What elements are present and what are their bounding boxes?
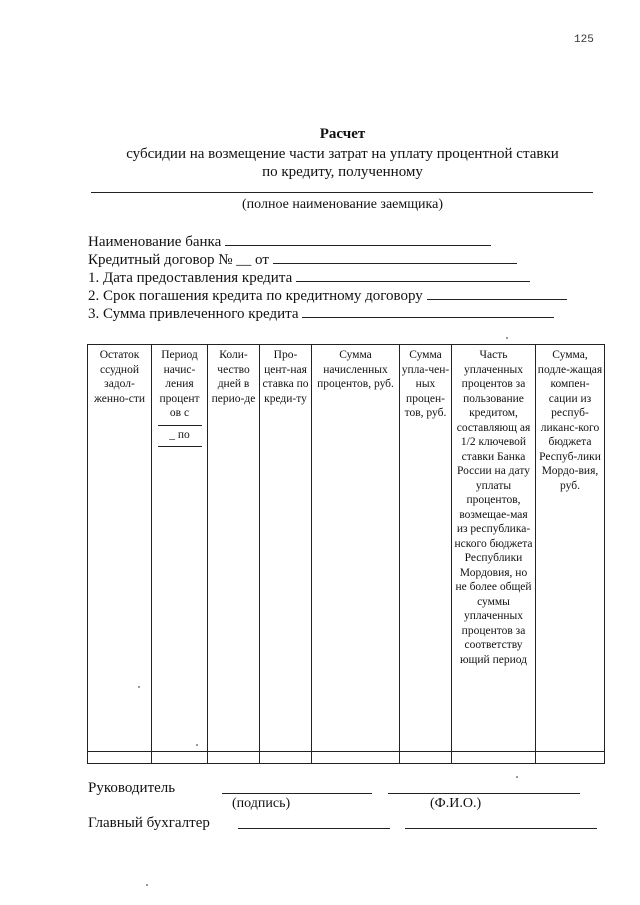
col-loan-balance: Остаток ссудной задол-женно-сти bbox=[88, 345, 152, 752]
item2-label: 2. Срок погашения кредита по кредитному договору bbox=[88, 288, 423, 304]
borrower-name-line bbox=[91, 192, 593, 193]
contract-label: Кредитный договор № __ от bbox=[88, 252, 269, 268]
col-accrued-interest: Сумма начисленных процентов, руб. bbox=[312, 345, 400, 752]
item3-label: 3. Сумма привлеченного кредита bbox=[88, 306, 299, 322]
contract-input-line bbox=[273, 250, 517, 264]
period-from-line bbox=[158, 425, 202, 426]
table-header-row bbox=[88, 345, 605, 752]
bank-label: Наименование банка bbox=[88, 234, 222, 250]
scan-speck bbox=[146, 884, 148, 886]
col-interest-rate: Про-цент-ная ставка по креди-ту bbox=[260, 345, 312, 752]
accrual-period-label: Период начис-ления процент ов с bbox=[159, 349, 200, 419]
name-caption: (Ф.И.О.) bbox=[430, 796, 482, 811]
col-reimbursed-part: Часть уплаченных процентов за пользование кредитом, составляющ ая 1/2 ключевой ставки Банка России на дату уплаты процентов, возмещае-мая из республика-нского бюджета Республики Мордовия, но не более общей суммы уплаченных процентов за соответству ющий период bbox=[452, 345, 536, 752]
table-cell bbox=[536, 752, 605, 764]
item1-row bbox=[88, 268, 530, 287]
accountant-name-line bbox=[405, 828, 597, 829]
table-cell bbox=[452, 752, 536, 764]
accrual-period-to: _ по bbox=[169, 428, 190, 441]
document-title: Расчет bbox=[319, 126, 366, 142]
head-signature-line bbox=[222, 793, 372, 794]
table-cell bbox=[88, 752, 152, 764]
head-signature-label: Руководитель bbox=[88, 780, 176, 796]
table-cell bbox=[260, 752, 312, 764]
scan-speck bbox=[138, 686, 140, 688]
signature-caption: (подпись) bbox=[232, 796, 291, 811]
accountant-signature-line bbox=[238, 828, 390, 829]
document-subtitle-line2: по кредиту, полученному bbox=[262, 164, 423, 180]
item3-row bbox=[88, 304, 554, 323]
table-cell bbox=[152, 752, 208, 764]
table-cell bbox=[208, 752, 260, 764]
table-cell bbox=[312, 752, 400, 764]
scan-speck bbox=[516, 776, 518, 778]
document-subtitle-line1: субсидии на возмещение части затрат на уплату процентной ставки bbox=[126, 146, 559, 162]
period-to-line bbox=[158, 446, 202, 447]
scan-speck bbox=[196, 744, 198, 746]
head-name-line bbox=[388, 793, 580, 794]
col-days-count: Коли-чество дней в перио-де bbox=[208, 345, 260, 752]
item2-row bbox=[88, 286, 567, 305]
col-accrual-period bbox=[152, 345, 208, 752]
accountant-signature-label: Главный бухгалтер bbox=[88, 815, 210, 831]
table-cell bbox=[400, 752, 452, 764]
scan-speck bbox=[506, 337, 508, 339]
item1-label: 1. Дата предоставления кредита bbox=[88, 270, 293, 286]
bank-field-row bbox=[88, 232, 491, 251]
col-compensation-amount: Сумма, подле-жащая компен-сации из респуб-ликанс-кого бюджета Респуб-лики Мордо-вия, руб. bbox=[536, 345, 605, 752]
page-number: 125 bbox=[574, 34, 594, 46]
borrower-caption: (полное наименование заемщика) bbox=[242, 197, 443, 212]
item3-input-line bbox=[302, 304, 554, 318]
table-empty-row bbox=[88, 752, 605, 764]
contract-field-row bbox=[88, 250, 517, 269]
bank-input-line bbox=[225, 232, 491, 246]
item1-input-line bbox=[296, 268, 530, 282]
col-paid-interest: Сумма упла-чен-ных процен-тов, руб. bbox=[400, 345, 452, 752]
item2-input-line bbox=[427, 286, 567, 300]
subsidy-calculation-table bbox=[87, 344, 605, 764]
